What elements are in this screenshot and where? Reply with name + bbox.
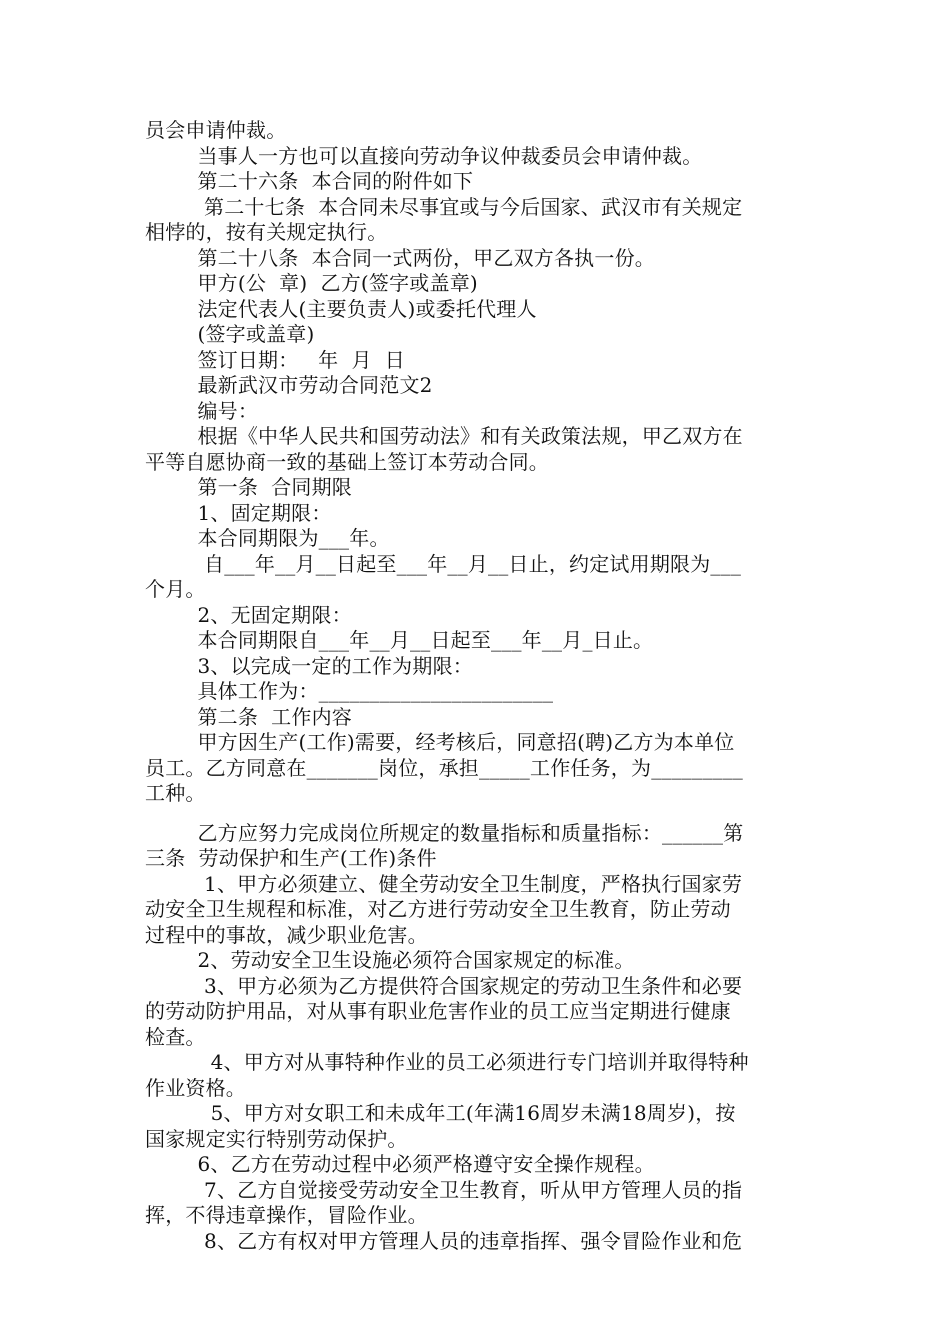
text-line: 最新武汉市劳动合同范文2 xyxy=(145,373,433,397)
text-line: 本合同期限为___年。 xyxy=(145,526,390,550)
text-line: 6、乙方在劳动过程中必须严格遵守安全操作规程。 xyxy=(145,1152,655,1176)
text-line: 平等自愿协商一致的基础上签订本劳动合同。 xyxy=(145,449,549,474)
text-line: 动安全卫生规程和标准，对乙方进行劳动安全卫生教育，防止劳动 xyxy=(145,897,731,921)
text-line: 相悖的，按有关规定执行。 xyxy=(145,220,388,244)
text-line: 三条 劳动保护和生产(工作)条件 xyxy=(145,846,437,870)
text-line: 7、乙方自觉接受劳动安全卫生教育，听从甲方管理人员的指 xyxy=(145,1177,743,1202)
text-line: 5、甲方对女职工和未成年工(年满16周岁未满18周岁)，按 xyxy=(145,1101,736,1125)
text-line: 1、固定期限： xyxy=(145,500,332,525)
text-line: 过程中的事故，减少职业危害。 xyxy=(145,922,428,947)
paragraph-gap xyxy=(145,807,810,821)
text-line: 编号： xyxy=(145,398,259,423)
text-line: 法定代表人(主要负责人)或委托代理人 xyxy=(145,296,537,321)
text-line: (签字或盖章) xyxy=(145,322,315,346)
text-line: 具体工作为：_______________________ xyxy=(145,679,554,703)
text-line: 个月。 xyxy=(145,577,206,601)
text-line: 国家规定实行特别劳动保护。 xyxy=(145,1126,408,1151)
text-line: 本合同期限自___年__月__日起至___年__月_日止。 xyxy=(145,628,654,652)
text-line: 第一条 合同期限 xyxy=(145,475,352,499)
document-body xyxy=(145,118,810,1254)
text-line: 1、甲方必须建立、健全劳动安全卫生制度，严格执行国家劳 xyxy=(145,871,743,896)
text-line: 当事人一方也可以直接向劳动争议仲裁委员会申请仲裁。 xyxy=(145,143,703,168)
text-line: 员工。乙方同意在_______岗位，承担_____工作任务，为_________ xyxy=(145,755,743,780)
text-line: 3、以完成一定的工作为期限： xyxy=(145,653,473,678)
text-line: 自___年__月__日起至___年__月__日止，约定试用期限为___ xyxy=(145,551,742,576)
text-line: 8、乙方有权对甲方管理人员的违章指挥、强令冒险作业和危 xyxy=(145,1228,743,1253)
text-line: 甲方(公 章) 乙方(签字或盖章) xyxy=(145,271,478,295)
text-line: 第二十八条 本合同一式两份，甲乙双方各执一份。 xyxy=(145,245,655,270)
text-line: 挥，不得违章操作，冒险作业。 xyxy=(145,1203,428,1227)
text-line: 甲方因生产(工作)需要，经考核后，同意招(聘)乙方为本单位 xyxy=(145,730,735,754)
text-line: 4、甲方对从事特种作业的员工必须进行专门培训并取得特种 xyxy=(145,1050,749,1074)
text-line: 的劳动防护用品，对从事有职业危害作业的员工应当定期进行健康 xyxy=(145,999,731,1023)
text-line: 3、甲方必须为乙方提供符合国家规定的劳动卫生条件和必要 xyxy=(145,973,743,998)
text-line: 2、劳动安全卫生设施必须符合国家规定的标准。 xyxy=(145,948,635,972)
text-line: 根据《中华人民共和国劳动法》和有关政策法规，甲乙双方在 xyxy=(145,424,743,448)
text-line: 第二十七条 本合同未尽事宜或与今后国家、武汉市有关规定 xyxy=(145,194,743,219)
text-line: 工种。 xyxy=(145,781,206,805)
text-line: 2、无固定期限： xyxy=(145,602,352,627)
text-line: 第二条 工作内容 xyxy=(145,704,352,729)
text-line: 作业资格。 xyxy=(145,1075,246,1100)
text-line: 检查。 xyxy=(145,1024,206,1049)
text-line: 员会申请仲裁。 xyxy=(145,118,287,142)
text-line: 第二十六条 本合同的附件如下 xyxy=(145,169,474,193)
text-line: 乙方应努力完成岗位所规定的数量指标和质量指标：______第 xyxy=(145,820,744,845)
text-line: 签订日期： 年 月 日 xyxy=(145,347,405,372)
